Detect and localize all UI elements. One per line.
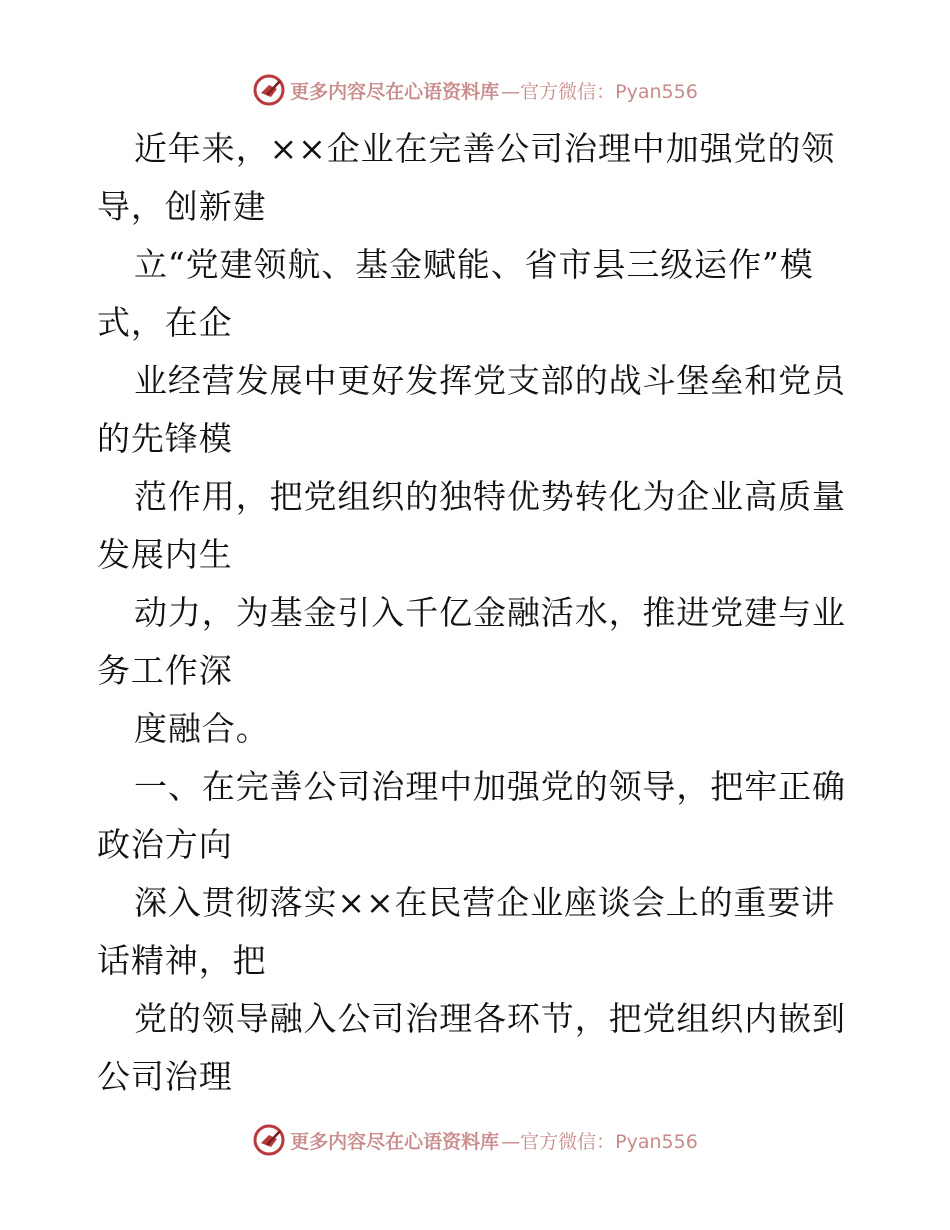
text-line: 导，创新建	[97, 187, 267, 226]
text-line: 务工作深	[97, 651, 233, 690]
document-body	[97, 120, 857, 1106]
text-line: 立“党建领航、基金赋能、省市县三级运作”模	[134, 245, 814, 284]
book-logo-icon	[252, 1123, 286, 1157]
section-heading-line: 政治方向	[97, 825, 233, 864]
text-line: 近年来，××企业在完善公司治理中加强党的领	[134, 129, 836, 168]
text-line: 党的领导融入公司治理各环节，把党组织内嵌到	[134, 999, 846, 1038]
text-line: 公司治理	[97, 1057, 233, 1096]
banner-wechat-text: —官方微信：Pyan556	[501, 80, 698, 103]
section-heading-line: 一、在完善公司治理中加强党的领导，把牢正确	[134, 767, 846, 806]
text-line: 式，在企	[97, 303, 233, 342]
book-logo-icon	[252, 73, 286, 107]
banner-main-text: 更多内容尽在心语资料库	[290, 1130, 500, 1153]
text-line: 的先锋模	[97, 419, 233, 458]
text-line: 度融合。	[134, 709, 270, 748]
text-line: 动力，为基金引入千亿金融活水，推进党建与业	[134, 593, 846, 632]
banner-main-text: 更多内容尽在心语资料库	[290, 80, 500, 103]
text-line: 话精神，把	[97, 941, 267, 980]
text-line: 深入贯彻落实××在民营企业座谈会上的重要讲	[134, 883, 836, 922]
footer-banner	[0, 1120, 950, 1160]
text-line: 范作用，把党组织的独特优势转化为企业高质量	[134, 477, 846, 516]
header-banner	[0, 70, 950, 110]
text-line: 发展内生	[97, 535, 233, 574]
banner-wechat-text: —官方微信：Pyan556	[501, 1130, 698, 1153]
text-line: 业经营发展中更好发挥党支部的战斗堡垒和党员	[134, 361, 846, 400]
